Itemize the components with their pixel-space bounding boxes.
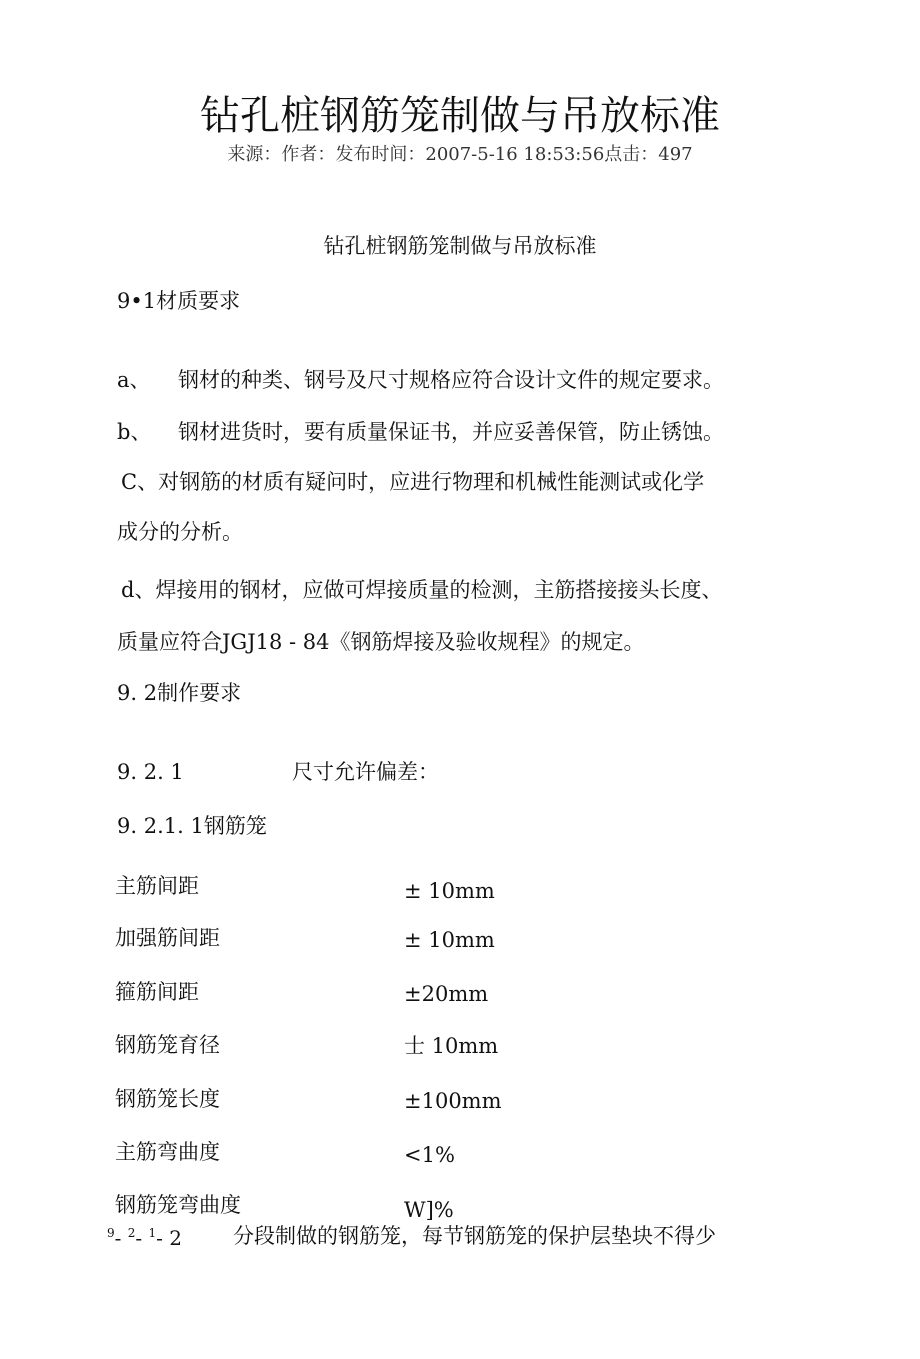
- document-subtitle: 钻孔桩钢筋笼制做与吊放标准: [323, 234, 597, 258]
- tolerance-value: W]%: [404, 1198, 454, 1222]
- tolerance-label: 主筋间距: [115, 874, 199, 898]
- section-heading-9-1: 9•1材质要求: [117, 289, 241, 313]
- tolerance-value: ± 10mm: [404, 928, 495, 952]
- number-part: 2: [127, 1226, 136, 1240]
- tolerance-label: 箍筋间距: [115, 980, 199, 1004]
- item-b-marker: b、: [117, 420, 152, 444]
- item-d-line1: d、焊接用的钢材，应做可焊接质量的检测，主筋搭接接头长度、: [121, 578, 723, 602]
- article-meta: 来源：作者：发布时间：2007-5-16 18:53:56点击：497: [227, 144, 693, 165]
- section-title-9-2-1: 尺寸允许偏差：: [292, 760, 439, 784]
- number-part: - 2: [156, 1226, 183, 1250]
- tolerance-value: <1%: [404, 1143, 455, 1167]
- tolerance-label: 钢筋笼长度: [115, 1087, 220, 1111]
- number-part: -: [114, 1226, 128, 1250]
- section-number-9-2-1-2: [107, 1227, 182, 1248]
- item-a-marker: a、: [117, 368, 151, 392]
- tolerance-label: 加强筋间距: [115, 926, 220, 950]
- tolerance-label: 钢筋笼弯曲度: [115, 1193, 241, 1217]
- item-b-text: 钢材进货时，要有质量保证书，并应妥善保管，防止锈蚀。: [178, 420, 724, 444]
- section-heading-9-2: 9. 2制作要求: [117, 681, 242, 705]
- number-part: -: [135, 1226, 149, 1250]
- section-heading-9-2-1-1: 9. 2.1. 1钢筋笼: [117, 814, 267, 838]
- tolerance-label: 主筋弯曲度: [115, 1140, 220, 1164]
- item-a-text: 钢材的种类、钢号及尺寸规格应符合设计文件的规定要求。: [178, 368, 724, 392]
- tolerance-value: ±20mm: [404, 982, 489, 1006]
- tolerance-label: 钢筋笼育径: [115, 1033, 220, 1057]
- page-title: 钻孔桩钢筋笼制做与吊放标准: [200, 93, 720, 139]
- number-part: 9: [107, 1226, 115, 1240]
- number-part: 1: [148, 1226, 157, 1240]
- item-d-line2: 质量应符合JGJ18 - 84《钢筋焊接及验收规程》的规定。: [117, 630, 645, 654]
- tolerance-value: ±100mm: [404, 1089, 502, 1113]
- section-number-9-2-1: 9. 2. 1: [117, 760, 184, 784]
- section-text-9-2-1-2: 分段制做的钢筋笼，每节钢筋笼的保护层垫块不得少: [233, 1224, 716, 1248]
- tolerance-value: 士 10mm: [404, 1034, 499, 1058]
- item-c-line2: 成分的分析。: [117, 520, 243, 544]
- tolerance-value: ± 10mm: [404, 879, 495, 903]
- item-c-line1: C、对钢筋的材质有疑问时，应进行物理和机械性能测试或化学: [121, 470, 705, 494]
